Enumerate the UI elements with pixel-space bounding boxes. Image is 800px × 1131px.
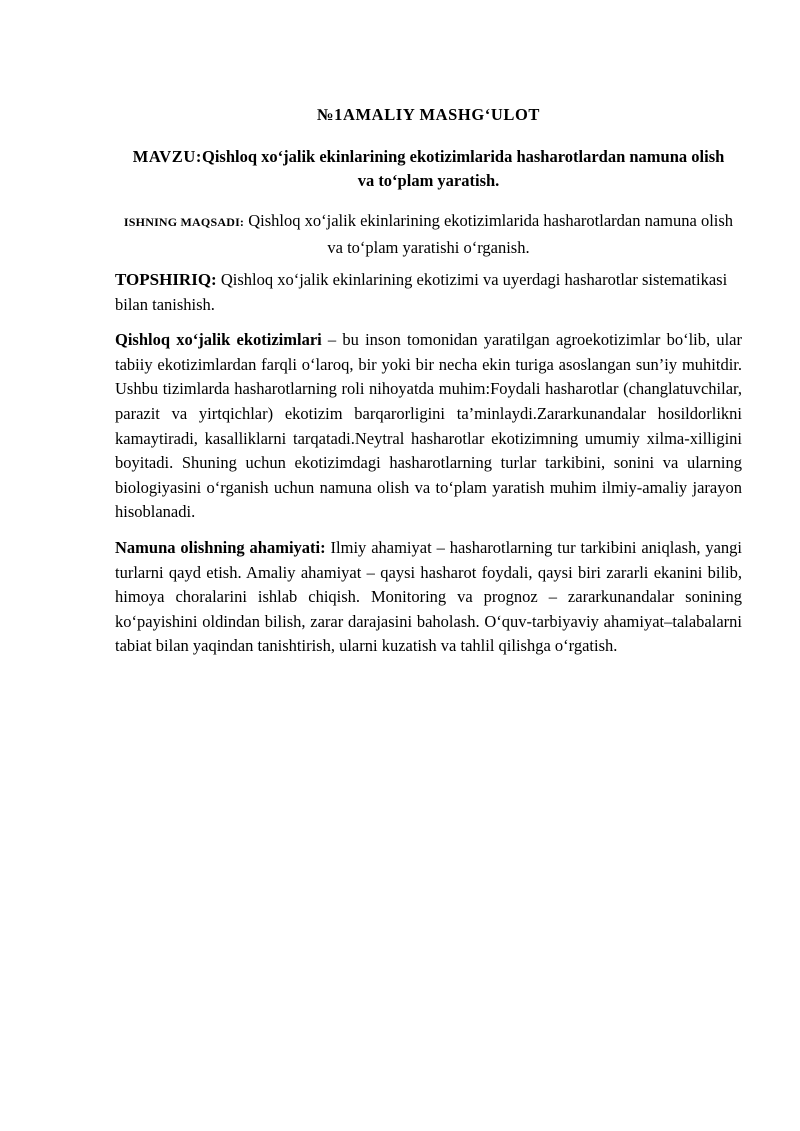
- sampling-importance-lead: Namuna olishning ahamiyati:: [115, 537, 326, 557]
- ecosystem-text: – bu inson tomonidan yaratilgan agroekotizimlar bo‘lib, ular tabiiy ekotizimlardan farqli o‘laroq, bir yoki bir necha ekin turiga asoslangan sun’iy muhitdir. Ushbu tizimlarda hasharotlarning roli nihoyatda muhim:Foydali hasharotlar (changlatuvchilar, parazit va yirtqichlar) ekotizim barqarorligini ta’minlaydi.Zararkunandalar hosildorlikni kamaytiradi, kasalliklarni tarqatadi.Neytral hasharotlar ekotizimning umumiy xilma-xilligini boyitadi. Shuning uchun ekotizimdagi hasharotlarning turlar tarkibini, sonini va ularning biologiyasini o‘rganish uchun namuna olish va to‘plam yaratish muhim ilmiy-amaliy jarayon hisoblanadi.: [115, 330, 742, 522]
- task-paragraph: [115, 268, 742, 317]
- sampling-importance-text: Ilmiy ahamiyat – hasharotlarning tur tarkibini aniqlash, yangi turlarni qayd etish. Amaliy ahamiyat – qaysi hasharot foydali, qaysi biri zararli ekanini bilib, himoya choralarini ishlab chiqish. Monitoring va prognoz – zararkunandalar sonining ko‘payishini oldindan bilish, zarar darajasini baholash. O‘quv-tarbiyaviy ahamiyat–talabalarni tabiat bilan yaqindan tanishtirish, ularni kuzatish va tahlil qilishga o‘rgatish.: [115, 537, 743, 656]
- document-title: №1AMALIY MASHG‘ULOT: [316, 105, 541, 124]
- task-label: TOPSHIRIQ:: [115, 270, 217, 289]
- objective-label: ISHNING MAQSADI:: [123, 215, 245, 229]
- sampling-importance-paragraph: [115, 536, 742, 659]
- ecosystem-lead: Qishloq xo‘jalik ekotizimlari: [115, 330, 322, 350]
- document-page: [115, 103, 742, 670]
- objective-text: Qishloq xo‘jalik ekinlarining ekotizimlarida hasharotlardan namuna olish va to‘plam yaratishi o‘rganish.: [244, 211, 734, 257]
- topic-text: Qishloq xo‘jalik ekinlarining ekotizimlarida hasharotlardan namuna olish va to‘plam yaratish.: [202, 147, 725, 190]
- task-text: Qishloq xo‘jalik ekinlarining ekotizimi va uyerdagi hasharotlar sistematikasi bilan tanishish.: [115, 270, 728, 314]
- objective-section: [124, 208, 734, 260]
- ecosystem-paragraph: [115, 328, 742, 525]
- topic-heading: [129, 145, 729, 193]
- topic-label: MAVZU:: [132, 147, 202, 166]
